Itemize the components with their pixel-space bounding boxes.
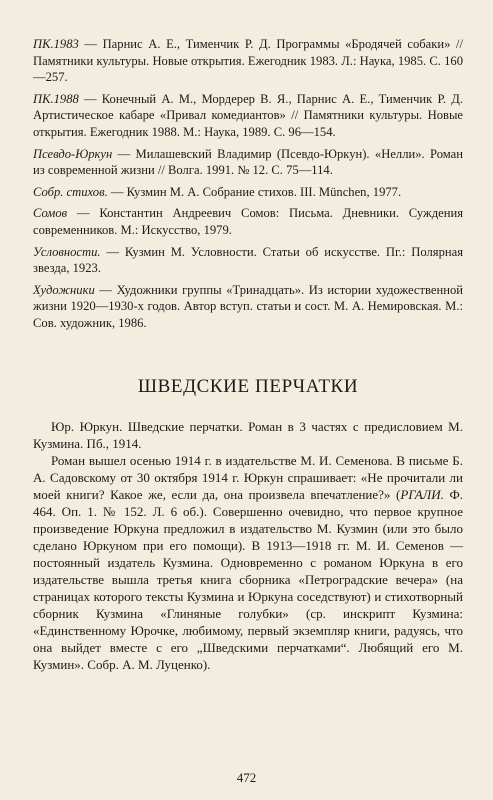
archive-abbr: РГАЛИ. xyxy=(400,486,444,502)
reference-abbr: Условности. xyxy=(33,244,101,259)
reference-text: — Художники группы «Тринадцать». Из истории художественной жизни 1920—1930-х годов. Автор вступ. статьи и сост. М. А. Немировская. М.: Сов. художник, 1986. xyxy=(33,282,463,330)
references-list xyxy=(33,36,463,332)
reference-entry xyxy=(33,184,463,201)
reference-text: — Конечный А. М., Мордерер В. Я., Парнис А. Е., Тименчик Р. Д. Артистическое кабаре «Привал комедиантов» // Памятники культуры. Новые открытия. Ежегодник 1988. М.: Наука, 1989. С. 96—154. xyxy=(33,91,463,139)
page-number: 472 xyxy=(236,770,257,785)
reference-text: — Константин Андреевич Сомов: Письма. Дневники. Суждения современников. М.: Искусство, 1979. xyxy=(33,206,463,237)
section-body xyxy=(33,418,463,673)
reference-abbr: Псевдо-Юркун xyxy=(33,146,113,161)
reference-abbr: Собр. стихов. xyxy=(33,184,108,199)
reference-entry xyxy=(33,146,463,179)
reference-entry xyxy=(33,282,463,332)
paragraph-1: Юр. Юркун. Шведские перчатки. Роман в 3 частях с предисловием М. Кузмина. Пб., 1914. xyxy=(33,418,463,451)
reference-abbr: ПК.1983 xyxy=(33,37,79,51)
reference-entry xyxy=(33,36,463,86)
paragraph-2 xyxy=(33,452,463,673)
reference-text: — Кузмин М. Условности. Статьи об искусстве. Пг.: Полярная звезда, 1923. xyxy=(33,244,463,276)
reference-abbr: Сомов xyxy=(33,206,68,221)
reference-entry xyxy=(33,91,463,141)
reference-text: — Кузмин М. А. Собрание стихов. III. München, 1977. xyxy=(107,184,402,199)
reference-text: — Парнис А. Е., Тименчик Р. Д. Программы «Бродячей собаки» // Памятники культуры. Новые открытия. Ежегодник 1983. Л.: Наука, 1985. С. 160—257. xyxy=(33,37,463,85)
reference-entry xyxy=(33,205,463,238)
section-heading: ШВЕДСКИЕ ПЕРЧАТКИ xyxy=(137,375,359,397)
paragraph-2-part-b: Ф. 464. Оп. 1. № 152. Л. 6 об.). Совершенно очевидно, что первое крупное произведение Юркуна предложил в издательство М. Кузмин (или это было сделано Юркуном при его помощи). В 1913—1918 гг. М. И. Семенов — постоянный издатель Кузмина. Одновременно с романом Юркуна в его издательстве вышла третья книга сборника «Петроградские вечера» (на страницах которого тексты Кузмина и Юркуна соседствуют) и стихотворный сборник Кузмина «Глиняные голубки» (ср. инскрипт Кузмина: «Единственному Юрочке, любимому, первый экземпляр книги, радуясь, что она выйдет вместе с его „Шведскими перчатками“. Любящий его М. Кузмин». Собр. А. М. Луценко). xyxy=(33,486,463,672)
reference-abbr: Художники xyxy=(33,282,95,297)
reference-abbr: ПК.1988 xyxy=(33,91,79,106)
reference-text: — Милашевский Владимир (Псевдо-Юркун). «Нелли». Роман из современной жизни // Волга. 1991. № 12. С. 75—114. xyxy=(33,146,463,178)
paragraph-2-part-a: Роман вышел осенью 1914 г. в издательстве М. И. Семенова. В письме Б. А. Садовскому от 30 октября 1914 г. Юркун спрашивает: «Не прочитали ли моей книги? Какое же, если да, она произвела впечатление?» ( xyxy=(33,452,463,502)
reference-entry xyxy=(33,244,463,277)
